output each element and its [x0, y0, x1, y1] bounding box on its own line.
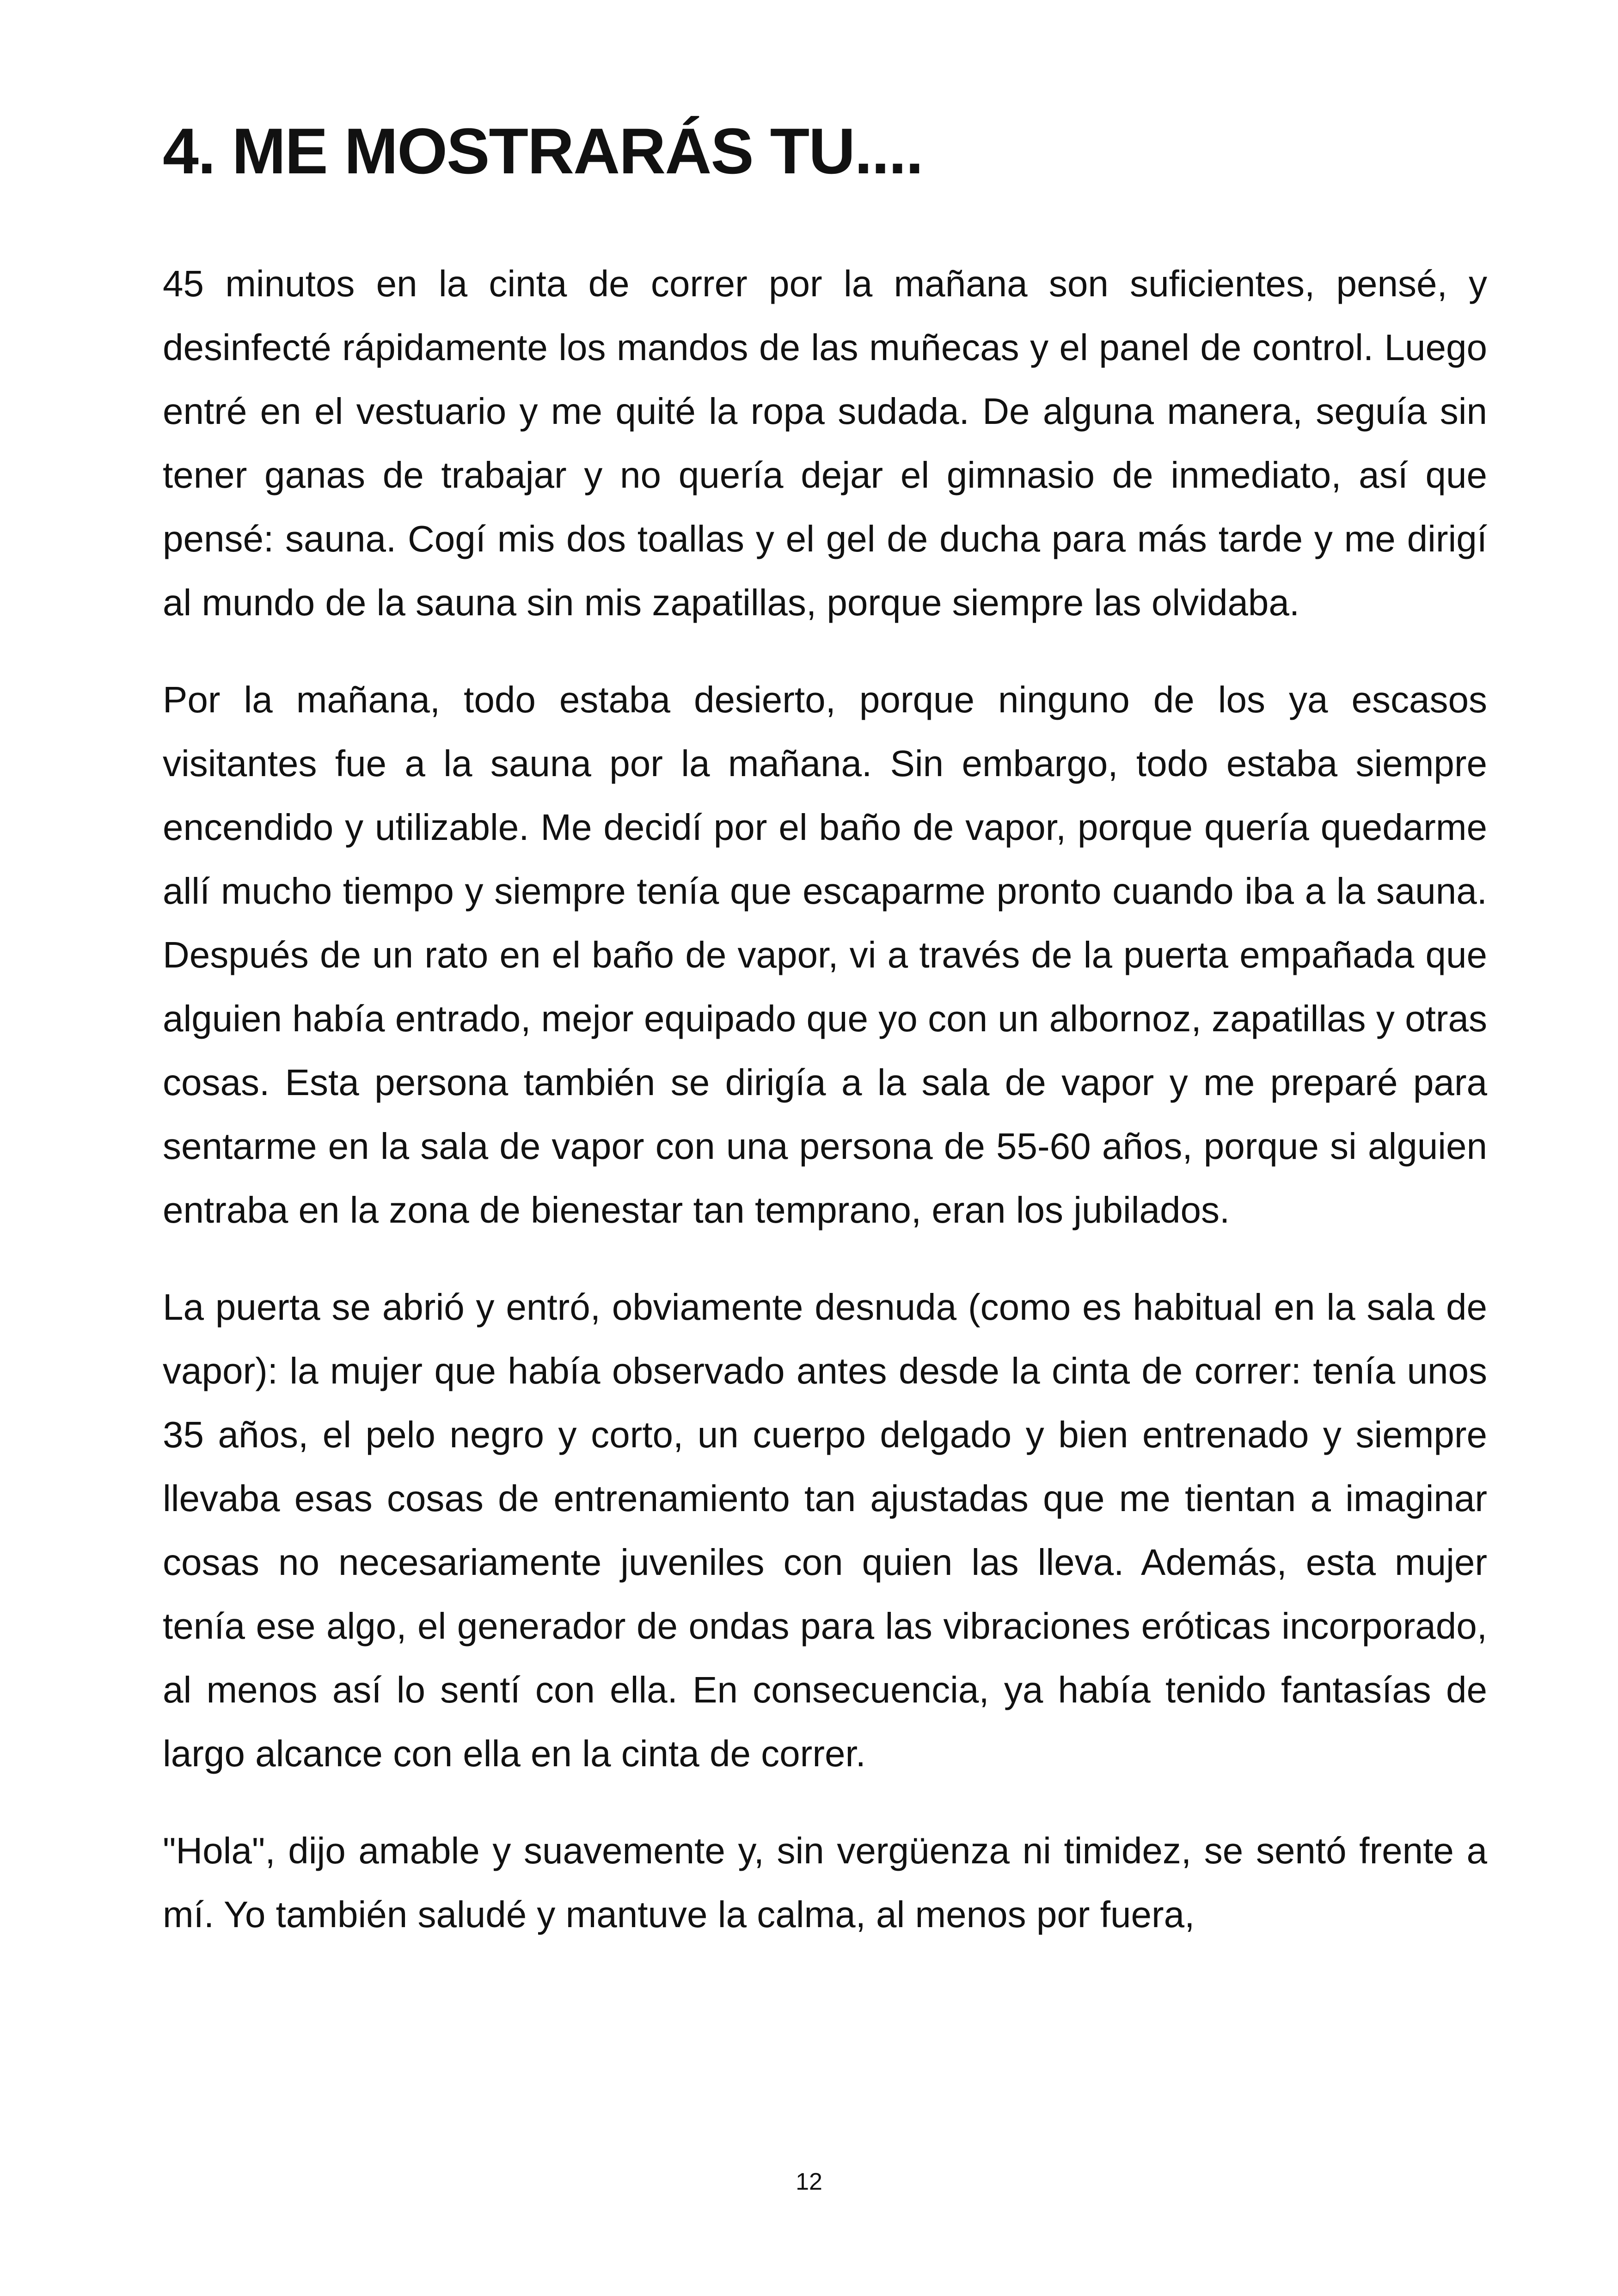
paragraph-2: Por la mañana, todo estaba desierto, porque ninguno de los ya escasos visitantes fue a la sauna por la mañana. Sin embargo, todo estaba siempre encendido y utilizable. Me decidí por el baño de vapor, porque quería quedarme allí mucho tiempo y siempre tenía que escaparme pronto cuando iba a la sauna. Después de un rato en el baño de vapor, vi a través de la puerta empañada que alguien había entrado, mejor equipado que yo con un albornoz, zapatillas y otras cosas. Esta persona también se dirigía a la sala de vapor y me preparé para sentarme en la sala de vapor con una persona de 55-60 años, porque si alguien entraba en la zona de bienestar tan temprano, eran los jubilados. — [163, 679, 1487, 1231]
chapter-title: 4. ME MOSTRARÁS TU.... — [163, 115, 923, 187]
page-number: 12 — [796, 2168, 822, 2195]
paragraph-4: "Hola", dijo amable y suavemente y, sin vergüenza ni timidez, se sentó frente a mí. Yo también saludé y mantuve la calma, al menos por fuera, — [163, 1830, 1487, 1935]
chapter-body — [163, 252, 1487, 1980]
paragraph-3: La puerta se abrió y entró, obviamente desnuda (como es habitual en la sala de vapor): la mujer que había observado antes desde la cinta de correr: tenía unos 35 años, el pelo negro y corto, un cuerpo delgado y bien entrenado y siempre llevaba esas cosas de entrenamiento tan ajustadas que me tientan a imaginar cosas no necesariamente juveniles con quien las lleva. Además, esta mujer tenía ese algo, el generador de ondas para las vibraciones eróticas incorporado, al menos así lo sentí con ella. En consecuencia, ya había tenido fantasías de largo alcance con ella en la cinta de correr. — [163, 1286, 1487, 1774]
paragraph-1: 45 minutos en la cinta de correr por la mañana son suficientes, pensé, y desinfecté rápidamente los mandos de las muñecas y el panel de control. Luego entré en el vestuario y me quité la ropa sudada. De alguna manera, seguía sin tener ganas de trabajar y no quería dejar el gimnasio de inmediato, así que pensé: sauna. Cogí mis dos toallas y el gel de ducha para más tarde y me dirigí al mundo de la sauna sin mis zapatillas, porque siempre las olvidaba. — [163, 263, 1487, 623]
